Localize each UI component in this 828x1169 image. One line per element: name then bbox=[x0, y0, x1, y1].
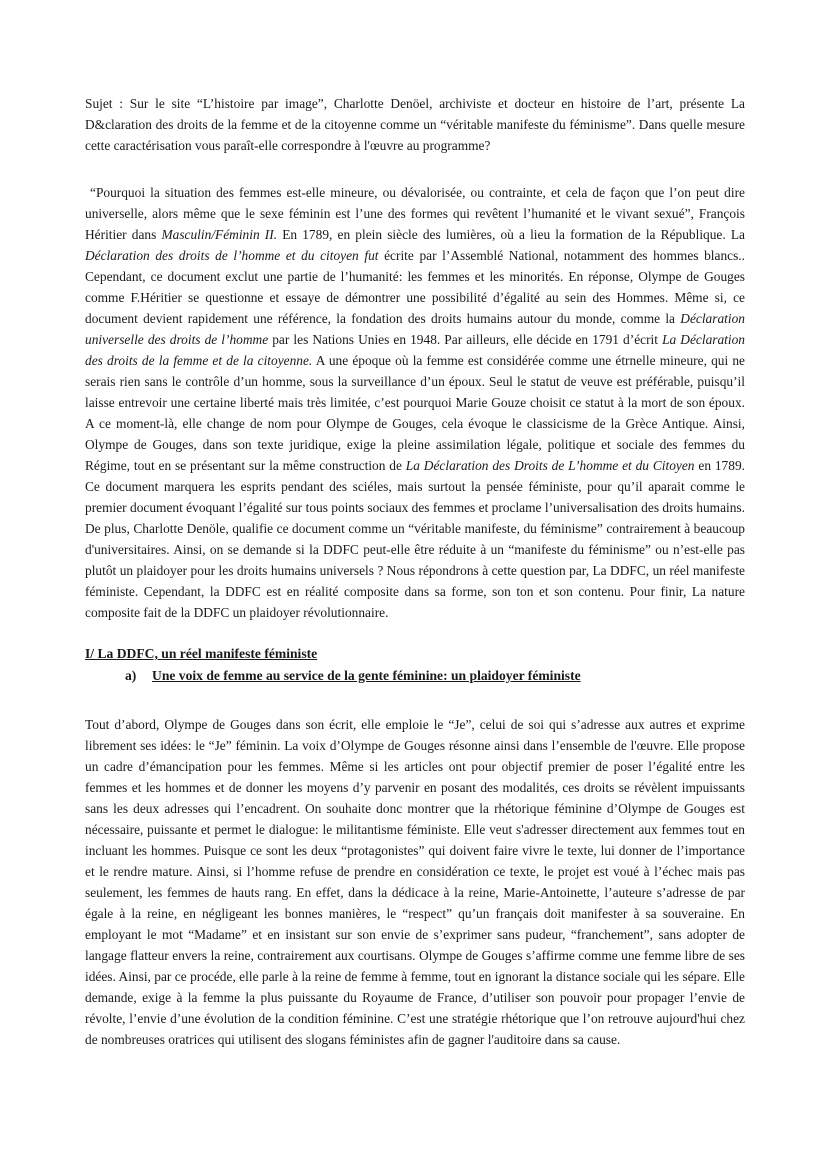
body-text: En 1789, en plein siècle des lumières, où a lieu la formation de la République. La bbox=[277, 227, 745, 242]
italic-work-title: Déclaration universelle des droits de l’homme bbox=[85, 311, 745, 347]
body-text: “Pourquoi la situation des femmes est-elle mineure, ou dévalorisée, ou contrainte, et cela de façon que l’on peut dire universelle, alors même que le sexe féminin est l’une des formes qui revêtent l’humanité et le vivant sexué”, François Héritier dans bbox=[85, 185, 745, 242]
heading-text: Une voix de femme au service de la gente féminine: un plaidoyer féministe bbox=[152, 668, 581, 683]
body-text: Sujet : Sur le site “L’histoire par image”, Charlotte Denöel, archiviste et docteur en histoire de l’art, présente La D&claration des droits de la femme et de la citoyenne comme un “véritable manifeste du féminisme”. Dans quelle mesure cette caractérisation vous paraît-elle correspondre à l'œuvre au programme? bbox=[85, 96, 745, 153]
subject-paragraph bbox=[85, 93, 745, 156]
document-content bbox=[85, 93, 745, 1050]
body-text: Tout d’abord, Olympe de Gouges dans son écrit, elle emploie le “Je”, celui de soi qui s’adresse aux autres et exprime librement ses idées: le “Je” féminin. La voix d’Olympe de Gouges résonne ainsi dans l’ensemble de l'œuvre. Elle propose un cadre d’émancipation pour les femmes. Même si les articles ont pour objectif premier de poser l’égalité entre les femmes et les hommes et de donner les moyens d’y parvenir en posant des modalités, ces droits se révèlent impuissants sans les deux adresses qui l’encadrent. On souhaite donc montrer que la rhétorique féminine d’Olympe de Gouges est nécessaire, puissante et permet le dialogue: le militantisme féministe. Elle veut s'adresser directement aux femmes tout en incluant les hommes. Puisque ce sont les deux “protagonistes” qui doivent faire vivre le texte, lui donner de l’importance et le rendre mature. Ainsi, si l’homme refuse de prendre en considération ce texte, le projet est voué à l’échec mais pas seulement, les femmes de hauts rang. En effet, dans la dédicace à la reine, Marie-Antoinette, l’auteure s’adresse de par égale à la reine, en négligeant les bonnes manières, le “respect” qu’un français doit manifester à sa souveraine. En employant le mot “Madame” et en insistant sur son envie de s’exprimer sans pudeur, “franchement”, sans adopter de langage flatteur envers la reine, contrairement aux courtisans. Olympe de Gouges s’affirme comme une femme libre de ses idées. Ainsi, par ce procéde, elle parle à la reine de femme à femme, tout en ignorant la distance sociale qui les sépare. Elle demande, exige à la femme la plus puissante du Royaume de France, d’utiliser son pouvoir pour propager l’envie de révolte, l’envie d’une évolution de la condition féminine. C’est une stratégie rhétorique que l’on retrouve aujourd'hui chez de nombreuses oratrices qui utilisent des slogans féministes afin de gagner l'auditoire dans sa cause. bbox=[85, 717, 745, 1047]
italic-work-title: Masculin/Féminin II. bbox=[161, 227, 278, 242]
body-text: A une époque où la femme est considérée comme une étrnelle mineure, qui ne serais rien sans le contrôle d’un homme, sous la surveillance d’un époux. Seul le statut de veuve est préférable, puisqu’il laisse entrevoir une certaine liberté mais très limitée, c’est pourquoi Marie Gouze choisit ce statut à la mort de son époux. A ce moment-là, elle change de nom pour Olympe de Gouges, cela évoque le classicisme de la Grèce Antique. Ainsi, Olympe de Gouges, dans son texte juridique, exige la pleine assimilation légale, politique et sociale des femmes du Régime, tout en se présentant sur la même construction de bbox=[85, 353, 746, 473]
body-text: en 1789. Ce document marquera les esprits pendant des sciéles, mais surtout la pensée féministe, pour qu’il aparait comme le premier document évoquant l’égalité sur tous points sociaux des femmes et proclame l’universalisation des droits humains. De plus, Charlotte Denöle, qualifie ce document comme un “véritable manifeste, du féminisme” contrairement à beaucoup d'universitaires. Ainsi, on se demande si la DDFC peut-elle être réduite à un “manifeste du féminisme” ou n’est-elle pas plutôt un plaidoyer pour les droits humains universels ? Nous répondrons à cette question par, La DDFC, un réel manifeste féministe. Cependant, la DDFC est en réalité composite dans sa forme, son ton et son contenu. Pour finir, La nature composite fait de la DDFC un plaidoyer révolutionnaire. bbox=[85, 458, 745, 620]
introduction-paragraph bbox=[85, 182, 745, 623]
section-heading-part-one bbox=[85, 643, 745, 664]
part-one-a-paragraph bbox=[85, 714, 745, 1050]
italic-work-title: Déclaration des droits de l’homme et du citoyen fut bbox=[85, 248, 379, 263]
italic-work-title: La Déclaration des droits de la femme et de la citoyenne. bbox=[85, 332, 746, 368]
body-text: par les Nations Unies en 1948. Par ailleurs, elle décide en 1791 d’écrit bbox=[268, 332, 663, 347]
heading-text: I/ La DDFC, un réel manifeste féministe bbox=[85, 646, 318, 661]
italic-work-title: La Déclaration des Droits de L’homme et du Citoyen bbox=[405, 458, 695, 473]
list-marker: a) bbox=[125, 668, 137, 683]
section-heading-part-one-a bbox=[85, 665, 745, 687]
body-text: écrite par l’Assemblé National, notamment des hommes blancs.. Cependant, ce document exclut une partie de l’humanité: les femmes et les minorités. En réponse, Olympe de Gouges comme F.Héritier se questionne et essaye de démontrer une possibilité d’égalité au sein des Hommes. Même si, ce document devient rapidement une référence, la fondation des droits humains autour du monde, comme la bbox=[85, 248, 745, 326]
